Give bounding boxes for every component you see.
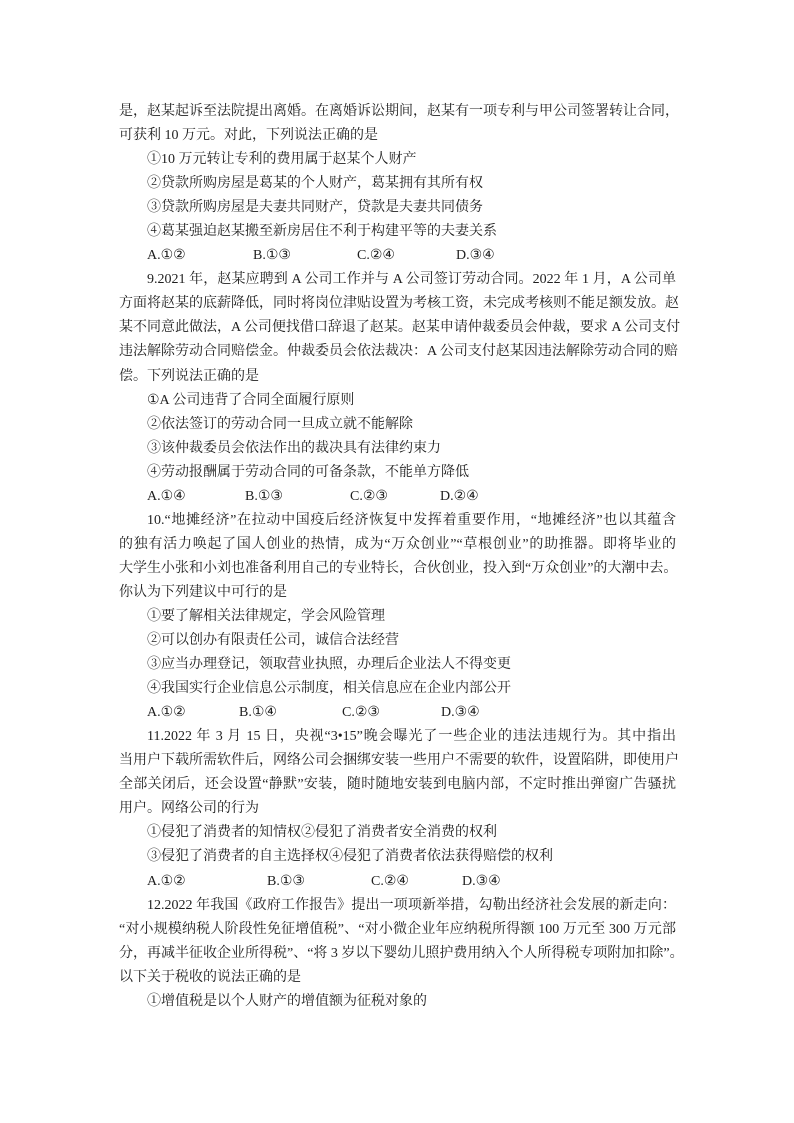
- q8-statement-4: ④葛某强迫赵某搬至新房居住不利于构建平等的夫妻关系: [147, 224, 497, 240]
- q10-options: [119, 701, 676, 725]
- q9-option-b: B.①③: [245, 488, 283, 504]
- q10-stem-line: 10.“地摊经济”在拉动中国疫后经济恢复中发挥着重要作用，“地摊经济”也以其蕴含: [147, 512, 676, 528]
- q12-stem-line: 以下关于税收的说法正确的是: [119, 969, 301, 985]
- q9-statement-4: ④劳动报酬属于劳动合同的可备条款，不能单方降低: [147, 464, 469, 480]
- q9-stem-line: 偿。下列说法正确的是: [119, 368, 259, 384]
- q9-options: [119, 485, 676, 509]
- q11-option-c: C.②④: [371, 873, 409, 889]
- q8-option-b: B.①③: [253, 248, 291, 264]
- q9-option-c: C.②③: [350, 488, 388, 504]
- q9-stem-line: 方面将赵某的底薪降低，同时将岗位津贴设置为考核工资，未完成考核则不能足额发放。赵: [119, 296, 679, 312]
- q8-options: [119, 244, 676, 268]
- q8-statement-2: ②贷款所购房屋是葛某的个人财产，葛某拥有其所有权: [147, 176, 483, 192]
- q9-stem-line: 9.2021 年，赵某应聘到 A 公司工作并与 A 公司签订劳动合同。2022 年 1 月，A 公司单: [147, 272, 676, 288]
- q10-option-d: D.③④: [441, 705, 480, 721]
- q10-statement-4: ④我国实行企业信息公示制度，相关信息应在企业内部公开: [147, 681, 511, 697]
- q11-stem-line: 11.2022 年 3 月 15 日，央视“3•15”晚会曝光了一些企业的违法违规行为。其中指出: [147, 729, 676, 745]
- q11-option-b: B.①③: [267, 873, 305, 889]
- q11-options: [119, 870, 676, 894]
- q12-stem-line: 12.2022 年我国《政府工作报告》提出一项项新举措，勾勒出经济社会发展的新走向：: [147, 897, 676, 913]
- q11-stem-line: 用户。网络公司的行为: [119, 801, 259, 817]
- q11-option-a: A.①②: [147, 873, 186, 889]
- q9-statement-1: ①A 公司违背了合同全面履行原则: [147, 392, 355, 408]
- q8-option-c: C.②④: [357, 248, 395, 264]
- q10-stem-line: 你认为下列建议中可行的是: [119, 584, 287, 600]
- q9-stem-line: 违法解除劳动合同赔偿金。仲裁委员会依法裁决：A 公司支付赵某因违法解除劳动合同的赔: [119, 344, 678, 360]
- q10-statement-1: ①要了解相关法律规定，学会风险管理: [147, 608, 385, 624]
- q10-option-c: C.②③: [342, 705, 380, 721]
- q11-stem-line: 当用户下载所需软件后，网络公司会捆绑安装一些用户不需要的软件，设置陷阱，即使用户: [119, 753, 679, 769]
- q8-statement-3: ③贷款所购房屋是夫妻共同财产，贷款是夫妻共同债务: [147, 200, 483, 216]
- q9-statement-2: ②依法签订的劳动合同一旦成立就不能解除: [147, 416, 413, 432]
- q12-stem-line: 分，再减半征收企业所得税”、“将 3 岁以下婴幼儿照护费用纳入个人所得税专项附加扣除”。: [119, 945, 684, 961]
- q11-statement-3-4: ③侵犯了消费者的自主选择权④侵犯了消费者依法获得赔偿的权利: [147, 849, 553, 865]
- q8-option-a: A.①②: [147, 248, 186, 264]
- q12-stem-line: “对小规模纳税人阶段性免征增值税”、“对小微企业年应纳税所得额 100 万元至 300 万元部: [119, 921, 676, 937]
- q8-stem-line: 是，赵某起诉至法院提出离婚。在离婚诉讼期间，赵某有一项专利与甲公司签署转让合同，: [119, 104, 679, 119]
- q11-option-d: D.③④: [462, 873, 501, 889]
- q8-stem-line: 可获利 10 万元。对此，下列说法正确的是: [119, 128, 378, 144]
- q9-statement-3: ③该仲裁委员会依法作出的裁决具有法律约束力: [147, 440, 441, 456]
- q10-statement-3: ③应当办理登记，领取营业执照，办理后企业法人不得变更: [147, 657, 511, 673]
- q8-statement-1: ①10 万元转让专利的费用属于赵某个人财产: [147, 152, 417, 168]
- q12-statement-1: ①增值税是以个人财产的增值额为征税对象的: [147, 993, 427, 1009]
- q10-stem-line: 大学生小张和小刘也准备利用自己的专业特长，合伙创业，投入到“万众创业”的大潮中去。: [119, 560, 678, 576]
- q10-option-a: A.①②: [147, 705, 186, 721]
- q10-statement-2: ②可以创办有限责任公司，诚信合法经营: [147, 633, 399, 649]
- exam-content: [119, 100, 684, 1014]
- q10-option-b: B.①④: [239, 705, 277, 721]
- q11-stem-line: 全部关闭后，还会设置“静默”安装，随时随地安装到电脑内部，不定时推出弹窗广告骚扰: [119, 777, 676, 793]
- q11-statement-1-2: ①侵犯了消费者的知情权②侵犯了消费者安全消费的权利: [147, 825, 497, 841]
- q8-option-d: D.③④: [456, 248, 495, 264]
- q9-option-a: A.①④: [147, 488, 186, 504]
- q10-stem-line: 的独有活力唤起了国人创业的热情，成为“万众创业”“草根创业”的助推器。即将毕业的: [119, 536, 676, 552]
- q9-stem-line: 某不同意此做法，A 公司便找借口辞退了赵某。赵某申请仲裁委员会仲裁，要求 A 公司支付: [119, 320, 681, 336]
- q9-option-d: D.②④: [440, 488, 479, 504]
